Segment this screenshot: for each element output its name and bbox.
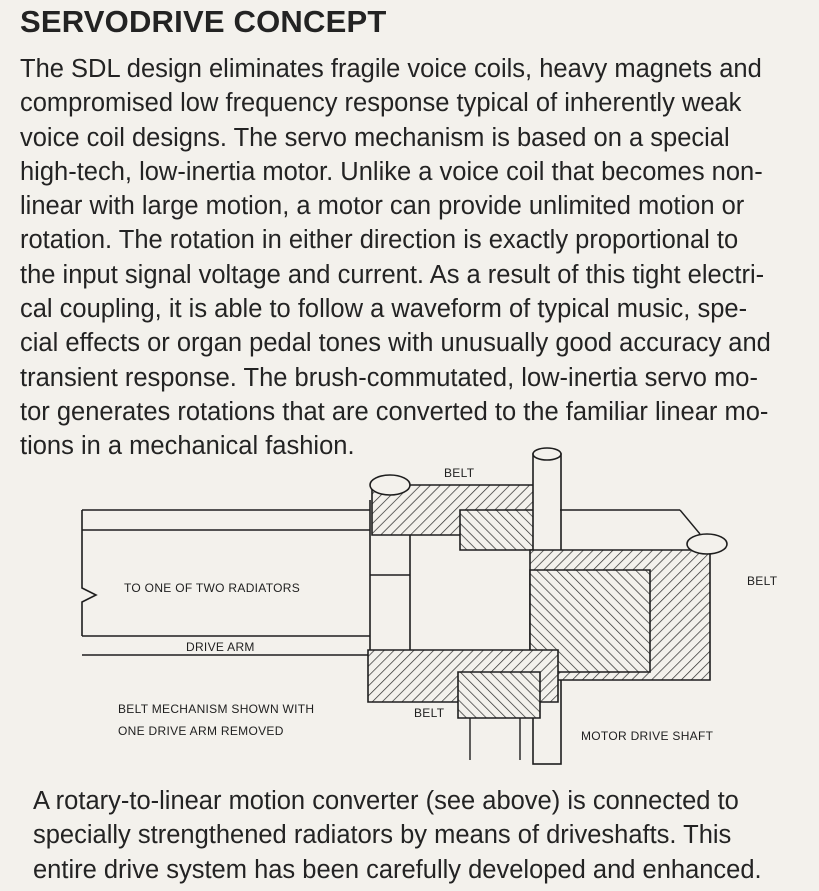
label-drive-arm: DRIVE ARM [186, 640, 255, 654]
paragraph-line: tor generates rotations that are converted to the familiar linear mo- [20, 397, 769, 426]
label-mechanism-line1: BELT MECHANISM SHOWN WITH [118, 702, 315, 716]
drive-arm-drawing [82, 500, 410, 690]
paragraph-line: high-tech, low-inertia motor. Unlike a voice coil that becomes non- [20, 157, 763, 186]
label-mechanism-line2: ONE DRIVE ARM REMOVED [118, 724, 284, 738]
belt-mechanism-diagram [0, 440, 819, 780]
paragraph-line: the input signal voltage and current. As a result of this tight electri- [20, 260, 765, 289]
paragraph-line: voice coil designs. The servo mechanism is based on a special [20, 123, 730, 152]
label-belt-top: BELT [444, 466, 475, 480]
paragraph-line: A rotary-to-linear motion converter (see above) is connected to [33, 787, 739, 815]
intro-paragraph [20, 52, 819, 464]
label-belt-bottom: BELT [414, 706, 445, 720]
bottom-pulley [368, 650, 558, 760]
converter-paragraph [33, 784, 819, 887]
paragraph-line: cal coupling, it is able to follow a waveform of typical music, spe- [20, 295, 748, 324]
paragraph-line: cial effects or organ pedal tones with unusually good accuracy and [20, 329, 771, 358]
paragraph-line: transient response. The brush-commutated, low-inertia servo mo- [20, 363, 758, 392]
label-belt-right: BELT [747, 574, 778, 588]
paragraph-line: entire drive system has been carefully developed and enhanced. [33, 855, 762, 884]
paragraph-line: linear with large motion, a motor can provide unlimited motion or [20, 192, 745, 221]
paragraph-line: tions in a mechanical fashion. [20, 432, 355, 461]
paragraph-line: rotation. The rotation in either direction is exactly proportional to [20, 226, 739, 255]
top-pulley [370, 475, 560, 550]
paragraph-line: The SDL design eliminates fragile voice coils, heavy magnets and [20, 55, 762, 83]
label-radiators: TO ONE OF TWO RADIATORS [124, 581, 301, 595]
paragraph-line: specially strengthened radiators by means of driveshafts. This [33, 821, 732, 850]
page-heading: SERVODRIVE CONCEPT [20, 4, 387, 39]
label-motor-drive-shaft: MOTOR DRIVE SHAFT [581, 729, 714, 743]
paragraph-line: compromised low frequency response typical of inherently weak [20, 89, 742, 118]
